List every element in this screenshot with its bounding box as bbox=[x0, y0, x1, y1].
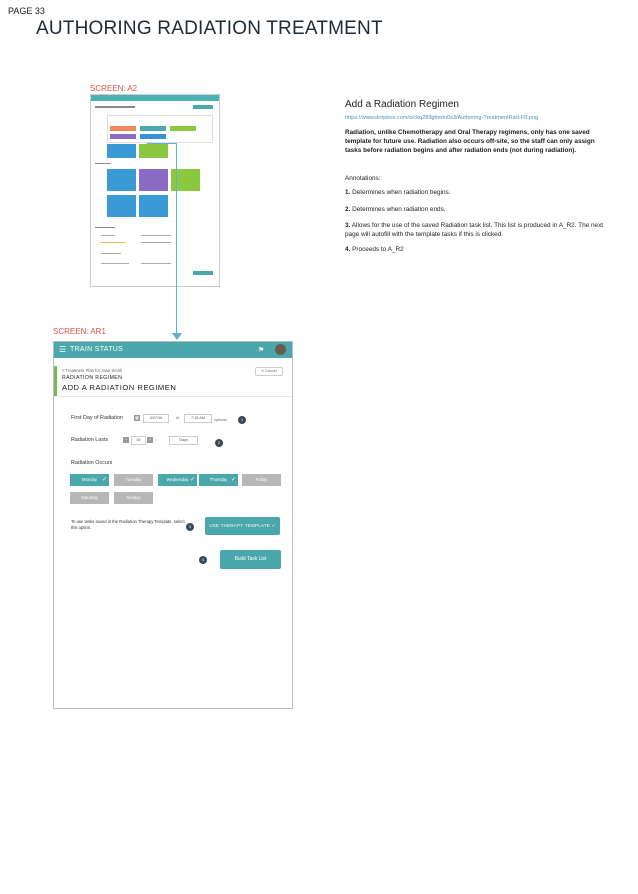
thumb-block-purple bbox=[110, 134, 136, 139]
day-label: Wednesday bbox=[166, 477, 189, 482]
thumb-line bbox=[101, 263, 129, 264]
annotation-num: 3. bbox=[345, 222, 351, 229]
screen-ar1 bbox=[53, 341, 293, 709]
thumb-button bbox=[193, 105, 213, 109]
day-monday[interactable] bbox=[70, 474, 109, 486]
app-header bbox=[54, 342, 292, 358]
thumb-line bbox=[141, 263, 171, 264]
annotation-pin-2: 2 bbox=[215, 439, 223, 447]
decrement-icon[interactable]: − bbox=[124, 437, 128, 442]
thumb-section-label-2 bbox=[95, 227, 115, 228]
connector-line bbox=[176, 143, 177, 336]
page-title: ADD A RADIATION REGIMEN bbox=[62, 383, 177, 392]
day-label: Sunday bbox=[126, 495, 141, 500]
divider bbox=[54, 396, 292, 397]
notification-icon[interactable]: ⚑ bbox=[258, 347, 265, 354]
annotation-pin-3: 3 bbox=[186, 523, 194, 531]
day-label: Tuesday bbox=[125, 477, 142, 482]
annotation-num: 2. bbox=[345, 206, 351, 213]
increment-icon[interactable]: + bbox=[148, 437, 152, 442]
annotation-text: Determines when radiation begins. bbox=[352, 189, 451, 196]
use-template-button[interactable] bbox=[205, 517, 280, 535]
day-label: Monday bbox=[82, 477, 97, 482]
day-sunday[interactable] bbox=[114, 492, 153, 504]
accent-bar bbox=[54, 366, 57, 396]
annotation-item-3 bbox=[345, 221, 610, 239]
thumb-section-label bbox=[95, 163, 111, 164]
brand-logo: TRAIN STATUS bbox=[70, 346, 124, 353]
day-friday[interactable] bbox=[242, 474, 281, 486]
annotation-pin-4: 4 bbox=[199, 556, 207, 564]
thumb-block-green bbox=[170, 126, 196, 131]
day-wednesday[interactable] bbox=[158, 474, 197, 486]
thumb-card-blue bbox=[107, 144, 136, 158]
thumb-card-blue-3 bbox=[107, 195, 136, 217]
annotation-item-2 bbox=[345, 205, 610, 214]
menu-icon[interactable]: ☰ bbox=[59, 345, 67, 354]
annotations-label: Annotations: bbox=[345, 175, 381, 182]
regimen-subtitle: RADIATION REGIMEN bbox=[62, 375, 123, 381]
annotation-title: Add a Radiation Regimen bbox=[345, 99, 459, 110]
annotation-description: Radiation, unlike Chemotherapy and Oral Therapy regimens, only has one saved template for future use. Radiation also occurs off-site, so the staff can only assign tasks before radiation begins and after radiation ends (not during radiation). bbox=[345, 129, 595, 154]
annotation-text: Determines when radiation ends. bbox=[352, 206, 446, 213]
annotation-num: 4. bbox=[345, 246, 351, 253]
screen-a2-thumbnail bbox=[90, 94, 220, 287]
check-icon: ✓ bbox=[101, 477, 107, 483]
document-title: AUTHORING RADIATION TREATMENT bbox=[36, 18, 383, 39]
build-task-list-button[interactable]: Build Task List bbox=[220, 550, 281, 569]
check-icon: ✓ bbox=[271, 523, 276, 528]
thumb-line bbox=[101, 253, 121, 254]
first-day-time-field[interactable]: 7:15 AM bbox=[184, 414, 212, 423]
first-day-date-field[interactable]: 3/27/16 bbox=[143, 414, 169, 423]
cancel-button[interactable]: X Cancel bbox=[255, 367, 283, 376]
use-template-label: USE THERAPY TEMPLATE bbox=[209, 523, 271, 528]
lasts-unit-select[interactable]: Days bbox=[169, 436, 198, 445]
day-label: Thursday bbox=[209, 477, 228, 482]
thumb-line bbox=[141, 242, 171, 243]
avatar[interactable] bbox=[275, 344, 286, 355]
day-thursday[interactable] bbox=[199, 474, 238, 486]
annotation-item-4 bbox=[345, 245, 610, 254]
page-number: PAGE 33 bbox=[8, 6, 45, 16]
first-day-label: First Day of Radiation bbox=[71, 415, 123, 421]
day-saturday[interactable] bbox=[70, 492, 109, 504]
optional-note: optional bbox=[214, 418, 227, 422]
screen-ar1-label: SCREEN: AR1 bbox=[53, 327, 106, 336]
thumb-card-green bbox=[139, 144, 168, 158]
connector-arrowhead bbox=[172, 333, 182, 340]
thumb-block-orange bbox=[110, 126, 136, 131]
template-instructions: To use tasks saved in the Radiation Therapy Template, select this option. bbox=[71, 519, 185, 530]
thumb-card-blue-4 bbox=[139, 195, 168, 217]
day-tuesday[interactable] bbox=[114, 474, 153, 486]
occurs-label: Radiation Occurs bbox=[71, 460, 113, 466]
lasts-value-field[interactable]: 30 bbox=[131, 436, 146, 445]
thumb-card-blue-2 bbox=[107, 169, 136, 191]
breadcrumb[interactable]: < Treatment Plan for Jane Smith bbox=[62, 368, 123, 373]
thumb-block-blue bbox=[140, 134, 166, 139]
thumb-line bbox=[101, 242, 125, 243]
annotation-link[interactable]: https://www.dropbox.com/s/ckq289gbmtn0s3/Authoring-TreatmentRad-F8.png bbox=[345, 115, 539, 121]
annotation-num: 1. bbox=[345, 189, 351, 196]
thumb-line bbox=[141, 235, 171, 236]
thumb-card-purple bbox=[139, 169, 168, 191]
thumb-block-teal bbox=[140, 126, 166, 131]
annotation-item-1 bbox=[345, 188, 610, 197]
day-label: Saturday bbox=[81, 495, 98, 500]
annotation-text: Proceeds to A_R2 bbox=[352, 246, 404, 253]
thumb-footer-button bbox=[193, 271, 213, 275]
connector-line bbox=[147, 143, 177, 144]
check-icon: ✓ bbox=[230, 477, 236, 483]
thumb-header-bar bbox=[91, 95, 219, 101]
screen-a2-label: SCREEN: A2 bbox=[90, 84, 138, 93]
annotation-text: Allows for the use of the saved Radiation task list. This list is produced in A_R2. The next page will autofill with the template tasks if this is clicked. bbox=[345, 222, 604, 238]
day-label: Friday bbox=[255, 477, 268, 482]
annotation-pin-1: 1 bbox=[238, 416, 246, 424]
calendar-icon[interactable]: ▦ bbox=[135, 415, 139, 420]
thumb-line bbox=[101, 235, 115, 236]
check-icon: ✓ bbox=[189, 477, 195, 483]
at-label: At bbox=[176, 416, 180, 420]
lasts-label: Radiation Lasts bbox=[71, 437, 109, 443]
thumb-title bbox=[95, 106, 135, 108]
